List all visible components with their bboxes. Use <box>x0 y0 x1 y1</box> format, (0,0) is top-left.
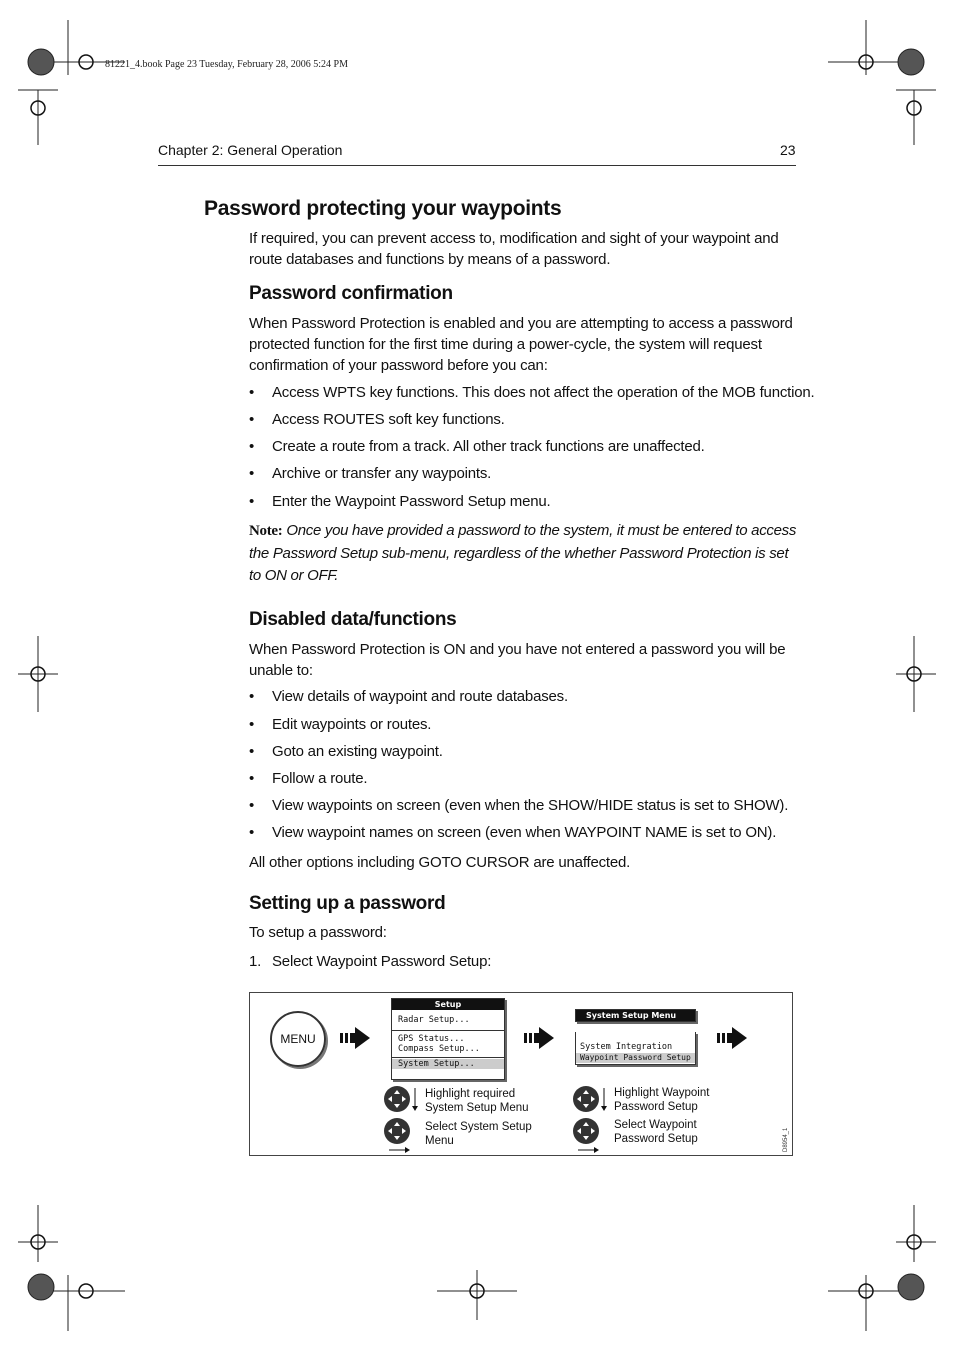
menu-item: Radar Setup... <box>398 1015 470 1025</box>
page-number: 23 <box>780 142 796 158</box>
note: Note: Once you have provided a password to the system, it must be entered to access the Password Setup sub-menu, regardless of the whether Password Protection is set to ON or OFF. <box>249 522 797 584</box>
menu-item: System Integration <box>580 1042 673 1052</box>
list-item: • Goto an existing waypoint. <box>249 743 443 760</box>
setup-intro: To setup a password: <box>249 924 387 941</box>
intro-paragraph: If required, you can prevent access to, modification and sight of your waypoint and route databases and functions by means of a password. <box>249 230 779 268</box>
disabled-paragraph: When Password Protection is ON and you have not entered a password you will be unable to: <box>249 641 786 679</box>
disabled-heading: Disabled data/functions <box>249 609 457 630</box>
list-item: • Create a route from a track. All other track functions are unaffected. <box>249 438 705 455</box>
list-item: • View details of waypoint and route databases. <box>249 688 568 705</box>
list-item: • Edit waypoints or routes. <box>249 716 432 733</box>
list-item: • View waypoints on screen (even when the SHOW/HIDE status is set to SHOW). <box>249 797 789 814</box>
screen-title: Setup <box>392 999 504 1010</box>
list-item: • View waypoint names on screen (even when WAYPOINT NAME is set to ON). <box>249 824 777 841</box>
arrow-right-icon <box>524 1026 558 1050</box>
trackpad-icon <box>572 1084 608 1154</box>
menu-item-selected: Waypoint Password Setup <box>576 1053 695 1064</box>
menu-button: MENU <box>270 1011 326 1067</box>
caption: Select System Setup Menu <box>425 1121 532 1147</box>
screen-title: System Setup Menu <box>575 1009 696 1022</box>
menu-item: Compass Setup... <box>398 1044 480 1054</box>
system-setup-screen <box>575 1009 696 1067</box>
disabled-after: All other options including GOTO CURSOR are unaffected. <box>249 854 631 871</box>
setup-menu-screen <box>391 998 505 1080</box>
step-1: 1. Select Waypoint Password Setup: <box>249 953 492 970</box>
trackpad-icon <box>383 1084 419 1154</box>
figure-id: D8954_1 <box>783 1127 789 1152</box>
menu-item: GPS Status... <box>398 1033 465 1044</box>
menu-item-selected: System Setup... <box>392 1059 504 1070</box>
list-item: • Follow a route. <box>249 770 368 787</box>
list-item: • Access ROUTES soft key functions. <box>249 411 505 428</box>
list-item: • Archive or transfer any waypoints. <box>249 465 492 482</box>
confirmation-heading: Password confirmation <box>249 283 453 304</box>
header-rule <box>158 165 796 166</box>
list-item: • Enter the Waypoint Password Setup menu. <box>249 493 551 510</box>
caption: Highlight Waypoint Password Setup <box>614 1087 710 1113</box>
caption: Select Waypoint Password Setup <box>614 1119 698 1145</box>
book-info: 81221_4.book Page 23 Tuesday, February 28, 2006 5:24 PM <box>105 59 348 70</box>
arrow-right-icon <box>340 1026 374 1050</box>
caption: Highlight required System Setup Menu <box>425 1088 529 1114</box>
list-item: • Access WPTS key functions. This does not affect the operation of the MOB function. <box>249 384 815 401</box>
setup-heading: Setting up a password <box>249 893 446 914</box>
confirmation-paragraph: When Password Protection is enabled and you are attempting to access a password protected function for the first time during a power-cycle, the system will request confirmation of your password before you can: <box>249 315 793 374</box>
chapter-header: Chapter 2: General Operation <box>158 142 343 158</box>
arrow-right-icon <box>717 1026 751 1050</box>
page-title: Password protecting your waypoints <box>204 197 562 220</box>
